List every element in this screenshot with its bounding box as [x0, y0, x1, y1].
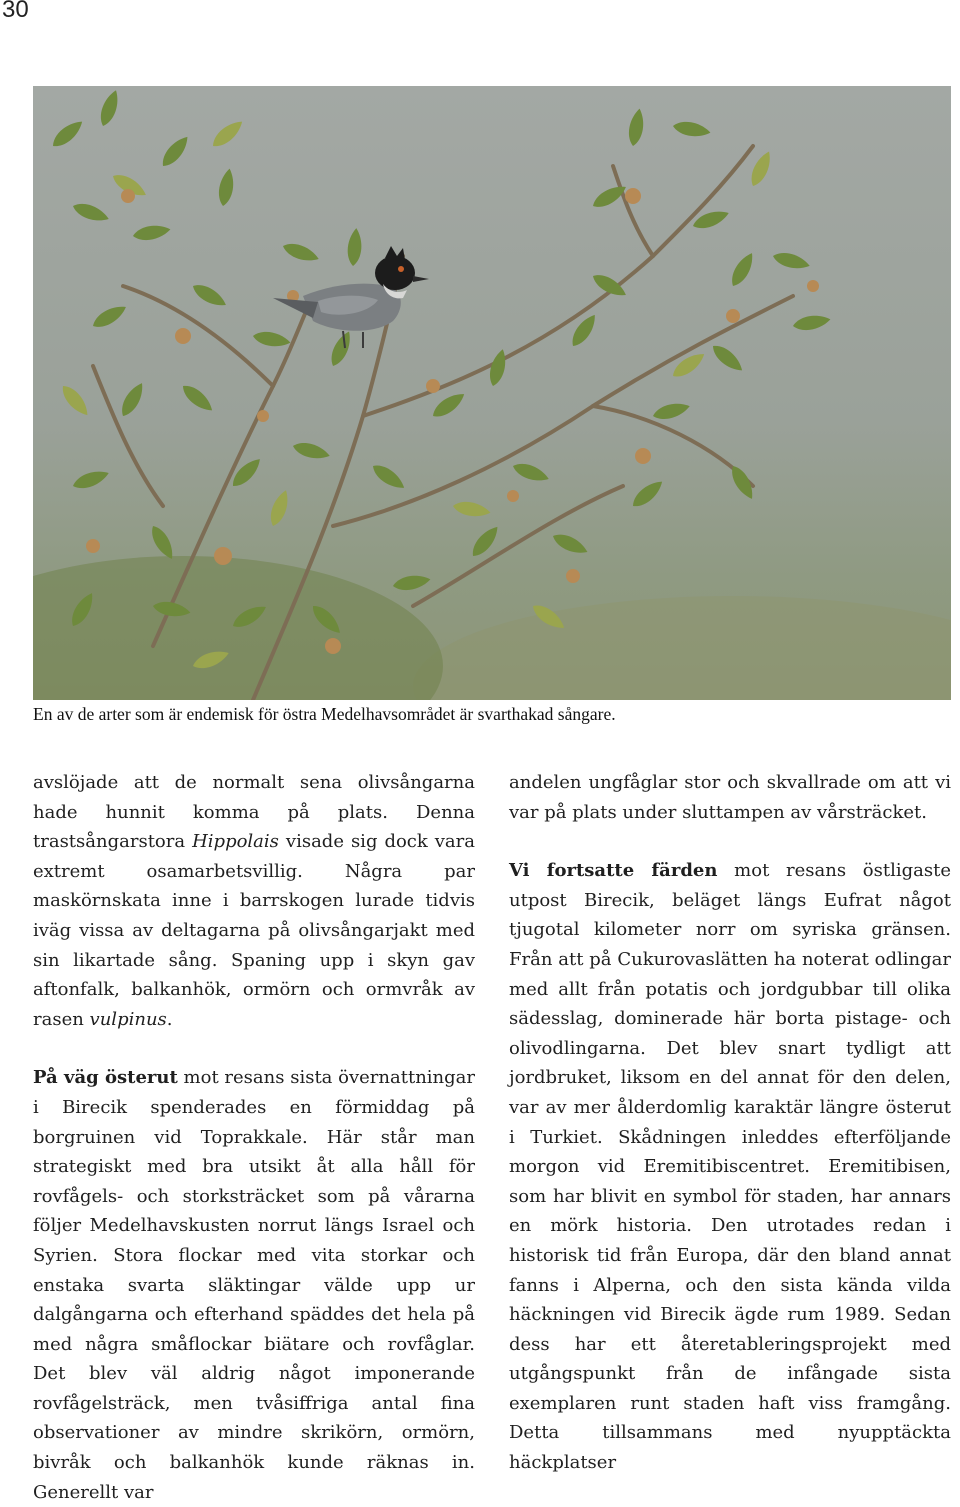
species-genus: Hippolais: [192, 831, 279, 853]
left-paragraph-1: [33, 768, 475, 1034]
text-run: avslöjade att de normalt sena olivsångarna hade hunnit komma på plats. Denna trastsångarstora: [33, 772, 475, 853]
left-paragraph-2: [33, 1063, 475, 1507]
paragraph-lead: Vi fortsatte färden: [509, 860, 718, 882]
paragraph-lead: På väg österut: [33, 1067, 178, 1089]
bird-photo: [33, 86, 951, 700]
text-run: .: [166, 1008, 173, 1030]
left-column: [33, 768, 475, 1507]
right-paragraph-2: [509, 856, 951, 1477]
right-paragraph-1: andelen ungfåglar stor och skvallrade om att vi var på plats under sluttampen av vårsträcket.: [509, 772, 951, 823]
right-column: [509, 768, 951, 1478]
page-number: 30: [2, 0, 29, 23]
photo-caption: En av de arter som är endemisk för östra Medelhavsområdet är svarthakad sångare.: [33, 704, 616, 724]
text-run: mot resans östligaste utpost Birecik, beläget längs Eufrat något tjugotal kilometer norr om syriska gränsen. Från att på Cukurovaslätten ha noterat odlingar med allt från potatis och jordgubbar till olika sädesslag, dominerade här borta pistage- och olivodlingarna. Det blev snart tydligt att jordbruket, liksom en del annat för den delen, var av mer ålderdomlig karaktär längre österut i Turkiet. Skådningen inleddes efterföljande morgon vid Eremitibiscentret. Eremitibisen, som har blivit en symbol för staden, har annars en mörk historia. Den utrotades redan i historisk tid från Europa, där den bland annat fanns i Alperna, och den sista kända vilda häckningen vid Birecik ägde rum 1989. Sedan dess har ett återetableringsprojekt med utgångspunkt från de infångade sista exemplaren runt staden haft viss framgång. Detta tillsammans med nyupptäckta häckplatser: [509, 860, 951, 1474]
subspecies-name: vulpinus: [89, 1008, 167, 1030]
text-run: mot resans sista övernattningar i Birecik spenderades en förmiddag på borgruinen vid Toprakkale. Här står man strategiskt med bra utsikt åt alla håll för rovfågels- och storksträcket som på vårarna följer Medelhavskusten norrut längs Israel och Syrien. Stora flockar med vita storkar och enstaka svarta släktingar välde upp ur dalgångarna och efterhand späddes det hela på med några småflockar biätare och rovfåglar. Det blev väl aldrig något imponerande rovfågelsträck, men tvåsiffriga antal fina observationer av mindre skrikörn, ormörn, bivråk och balkanhök kunde räknas in. Generellt var: [33, 1067, 476, 1503]
text-run: visade sig dock vara extremt osamarbetsvillig. Några par maskörnskata inne i barrskogen lurade tidvis iväg vissa av deltagarna på olivsångarjakt med sin likartade sång. Spaning upp i skyn gav aftonfalk, balkanhök, ormörn och ormvråk av rasen: [33, 831, 476, 1030]
